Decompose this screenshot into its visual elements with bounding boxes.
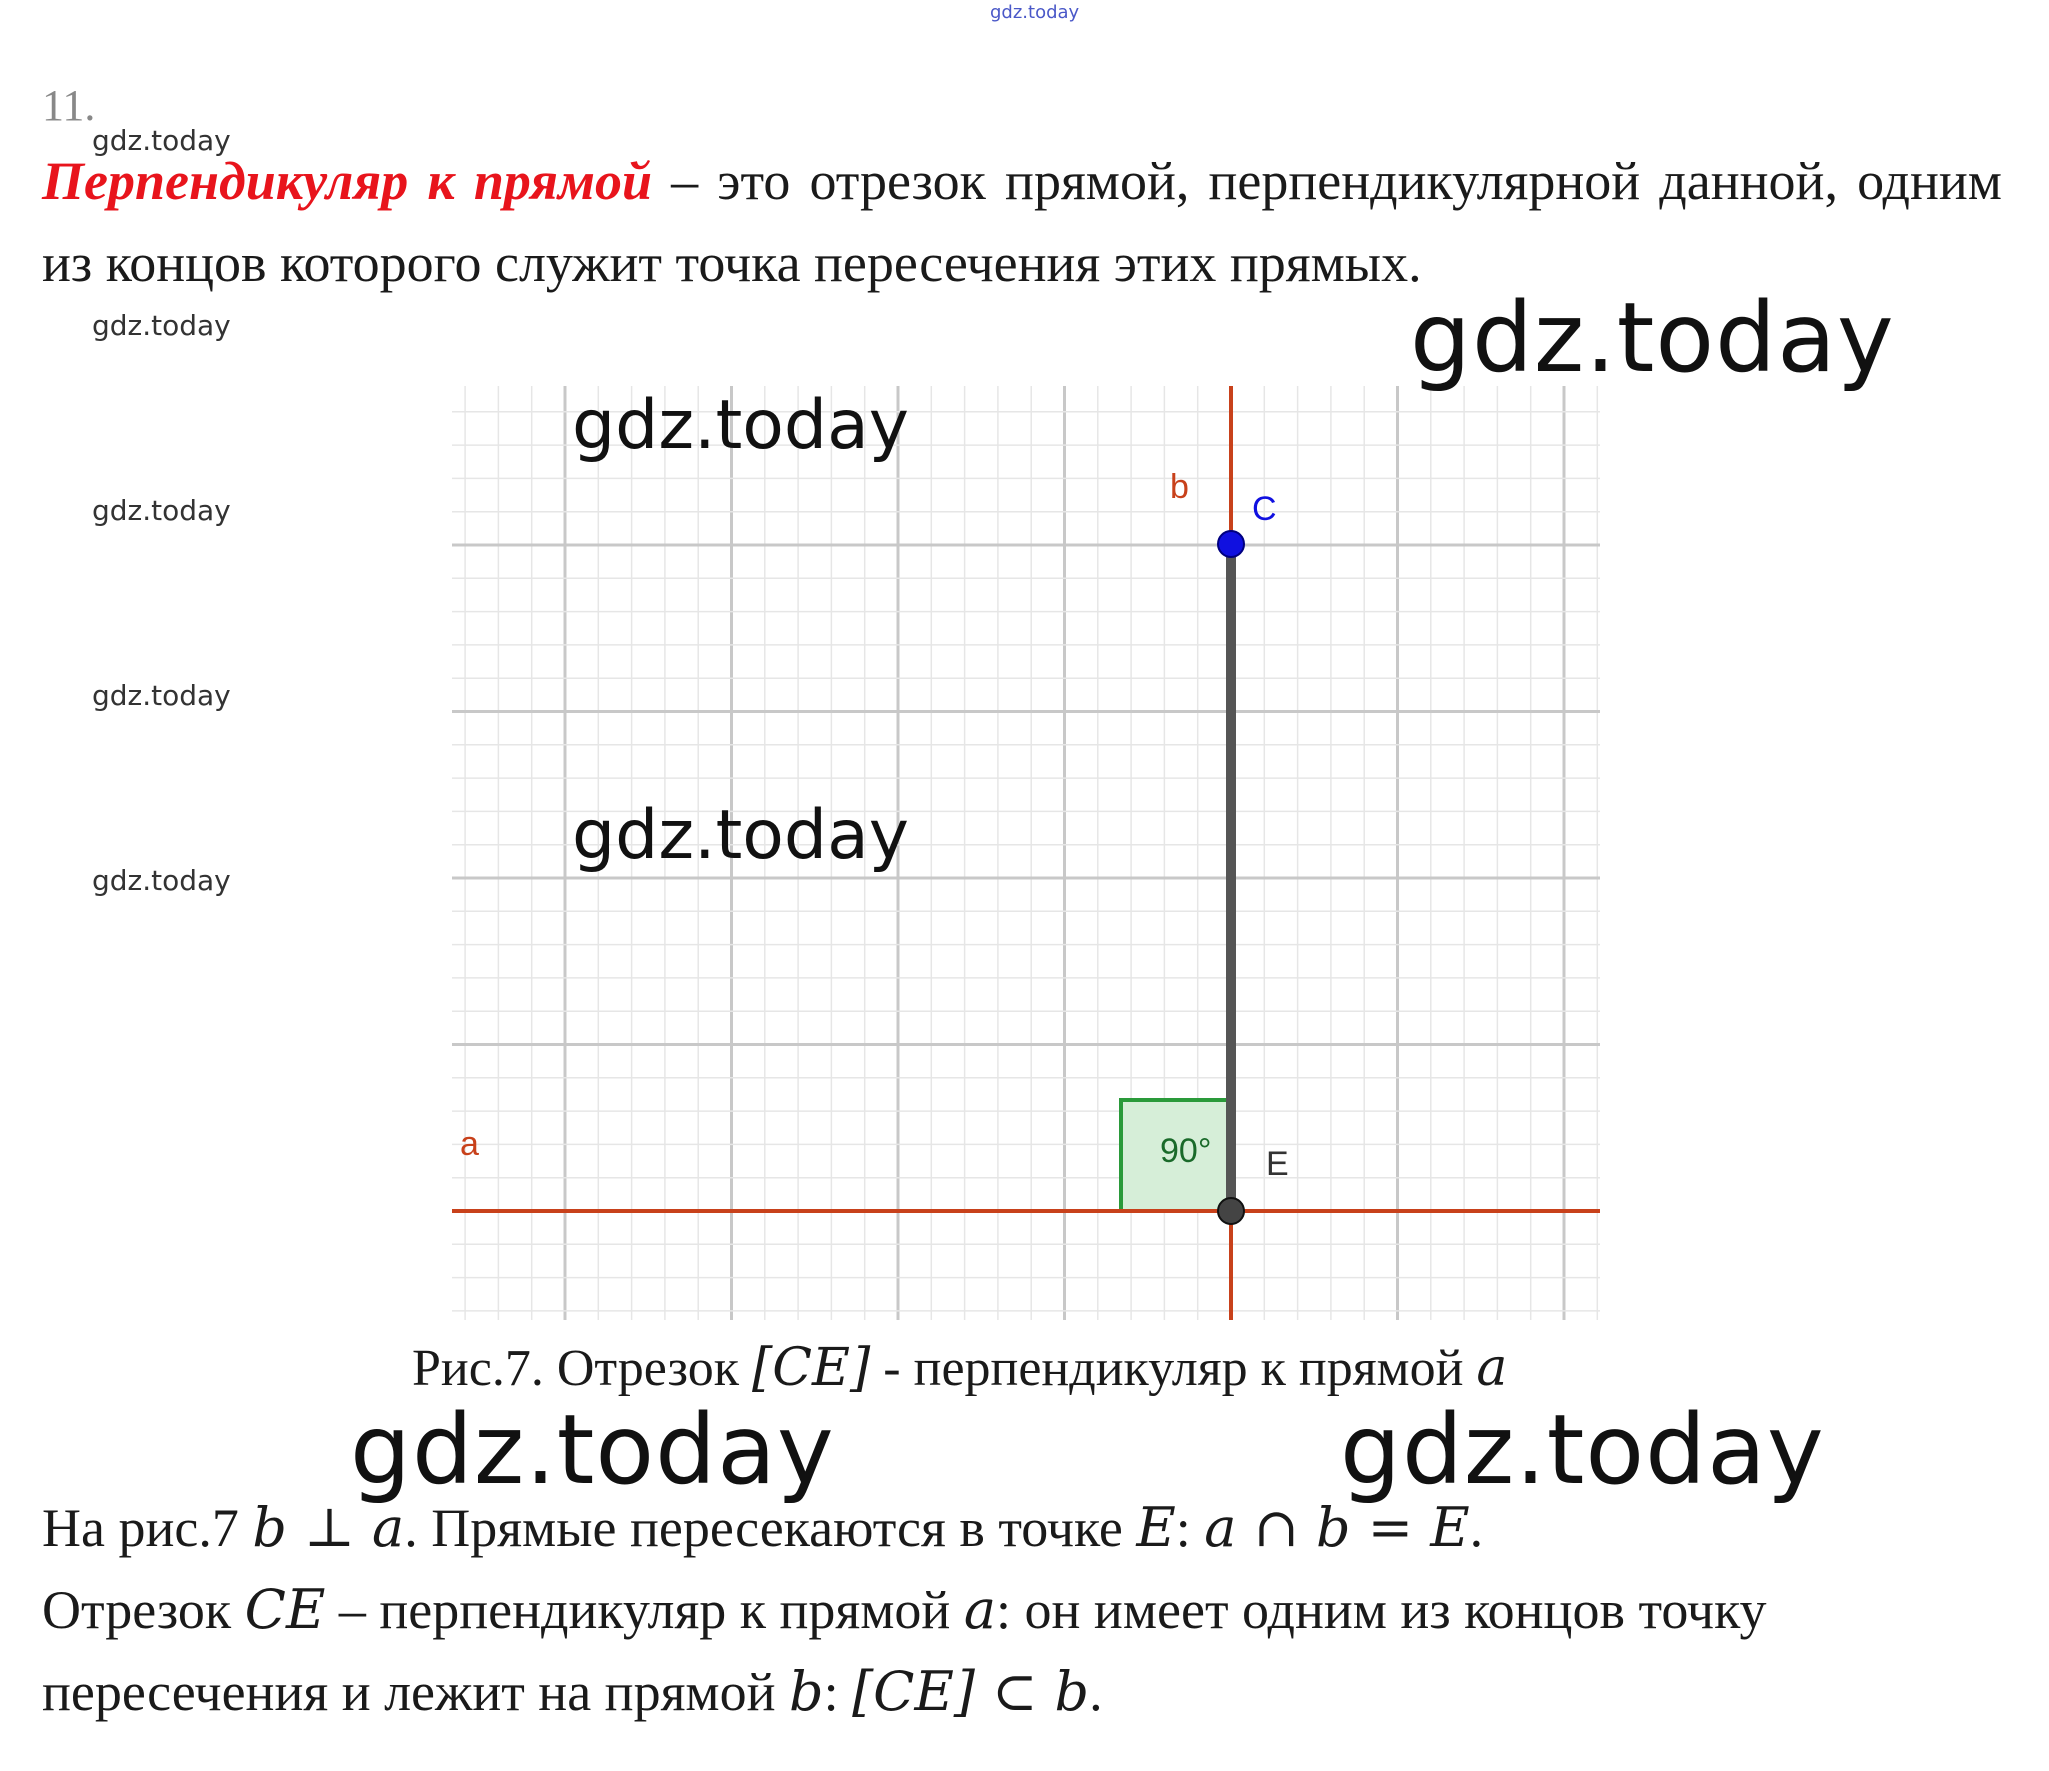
watermark-small: gdz.today [92,864,231,897]
watermark-small: gdz.today [92,494,231,527]
angle-label: 90° [1160,1132,1212,1170]
text: пересечения и лежит на прямой [42,1662,789,1722]
caption-prefix: Рис.7. Отрезок [412,1340,752,1397]
watermark-big: gdz.today [350,1394,835,1506]
point-e-label: E [1266,1145,1289,1183]
caption-segment: [CE] [751,1338,871,1398]
watermark-big: gdz.today [572,386,909,465]
text: : он имеет одним из концов точку [996,1580,1767,1640]
math-expression: [CE] ⊂ b [852,1660,1090,1723]
math-expression: CE [244,1578,326,1641]
figure-caption [412,1338,1507,1398]
text: : [1175,1498,1205,1558]
line-a-label: a [460,1125,479,1163]
watermark-big: gdz.today [1410,282,1895,394]
watermark-small: gdz.today [92,679,231,712]
point-c-label: C [1252,490,1277,528]
math-expression: E [1136,1496,1176,1559]
definition-paragraph [42,140,2002,304]
figure-7 [440,380,1610,1320]
caption-middle: - перпендикуляр к прямой [870,1340,1477,1397]
task-number: 11. [42,81,96,130]
point-c [1218,531,1244,557]
text: Отрезок [42,1580,245,1640]
caption-line: a [1476,1338,1508,1398]
point-e [1218,1198,1244,1224]
text: : [823,1662,853,1722]
text: . [1089,1662,1103,1722]
top-watermark: gdz.today [990,2,1080,23]
text-line-2 [42,1578,1767,1641]
text-line-3 [42,1660,1103,1723]
line-b-label: b [1170,468,1189,506]
watermark-small: gdz.today [92,124,231,157]
text: . Прямые пересекаются в точке [404,1498,1137,1558]
math-expression: b [788,1660,824,1723]
definition-term: Перпендикуляр к прямой [42,151,652,211]
math-expression: b ⊥ a [252,1496,405,1559]
definition-text: – это отрезок прямой, перпендикулярной данной, одним из концов которого служит точка пересечения этих прямых. [42,151,2002,293]
math-expression: a [963,1578,997,1641]
math-expression: a ∩ b = E [1204,1496,1470,1559]
watermark-big: gdz.today [572,796,909,875]
text-line-1 [42,1496,1483,1559]
text: . [1469,1498,1484,1558]
watermark-small: gdz.today [92,309,231,342]
text: – перпендикуляр к прямой [325,1580,964,1640]
watermark-big: gdz.today [1340,1394,1825,1506]
text: На рис.7 [42,1498,253,1558]
